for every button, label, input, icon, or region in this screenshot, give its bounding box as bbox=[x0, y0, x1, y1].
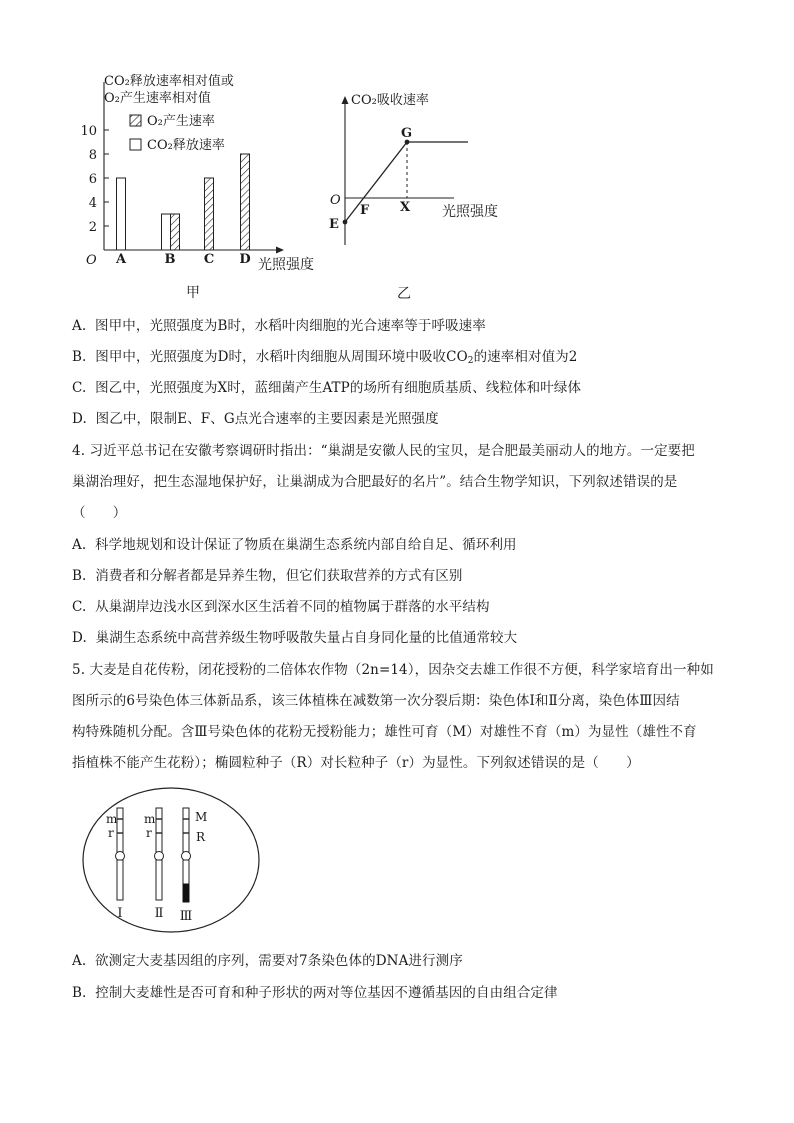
q4-stem-line2: 巢湖治理好，把生态湿地保护好，让巢湖成为合肥最好的名片”。结合生物学知识，下列叙述错误的是 bbox=[72, 474, 678, 490]
chromosome-2 bbox=[144, 808, 164, 921]
q3-option-d bbox=[72, 410, 762, 428]
legend-co2-label: CO₂释放速率 bbox=[147, 138, 225, 153]
option-text: 图乙中，限制E、F、G点光合速率的主要因素是光照强度 bbox=[95, 411, 439, 427]
bar-b-o2 bbox=[171, 214, 180, 250]
option-letter: C. bbox=[72, 380, 87, 396]
bar-a-co2 bbox=[117, 178, 126, 250]
chromatid-lower bbox=[156, 860, 162, 900]
option-text: 图甲中，光照强度为D时，水稻叶肉细胞从周围环境中吸收CO bbox=[95, 349, 468, 365]
bar-c-o2 bbox=[205, 178, 214, 250]
point-g-label: G bbox=[401, 126, 413, 141]
option-text: 从巢湖岸边浅水区到深水区生活着不同的植物属于群落的水平结构 bbox=[95, 599, 490, 615]
point-e-dot bbox=[343, 220, 348, 225]
option-text-end: 的速率相对值为2 bbox=[473, 349, 578, 365]
option-letter: B. bbox=[72, 568, 87, 584]
category-label-a: A bbox=[115, 252, 127, 267]
chromosome-label-2: Ⅱ bbox=[154, 906, 164, 921]
figure-jia bbox=[80, 68, 330, 308]
q4-option-a bbox=[72, 536, 762, 554]
origin-label: O bbox=[86, 253, 97, 268]
figure-yi bbox=[326, 80, 526, 308]
option-letter: D. bbox=[72, 411, 87, 427]
y-axis-title-line1: CO₂释放速率相对值或 bbox=[104, 74, 234, 89]
gene-label-m: m bbox=[144, 812, 156, 826]
q4-stem-line3: （ ） bbox=[72, 505, 127, 521]
figure-yi-label: 乙 bbox=[397, 286, 411, 302]
figure-jia-label: 甲 bbox=[186, 285, 200, 301]
y-tick-label-6: 6 bbox=[88, 172, 97, 187]
special-segment bbox=[183, 884, 189, 902]
q4-option-c bbox=[72, 598, 762, 616]
option-text: 科学地规划和设计保证了物质在巢湖生态系统内部自给自足、循环利用 bbox=[95, 537, 517, 553]
option-text: 图甲中，光照强度为B时，水稻叶肉细胞的光合速率等于呼吸速率 bbox=[95, 318, 486, 334]
bar-d-o2 bbox=[241, 154, 250, 250]
origin-label: O bbox=[330, 193, 341, 208]
subscript: 2 bbox=[467, 356, 474, 366]
q4-option-b bbox=[72, 567, 762, 585]
category-label-d: D bbox=[239, 252, 251, 267]
option-text: 图乙中，光照强度为X时，蓝细菌产生ATP的场所有细胞质基质、线粒体和叶绿体 bbox=[95, 380, 582, 396]
option-text: 欲测定大麦基因组的序列，需要对7条染色体的DNA进行测序 bbox=[95, 953, 463, 969]
gene-label-r: R bbox=[196, 830, 206, 844]
gene-label-r: r bbox=[146, 826, 152, 840]
chromatid bbox=[183, 808, 189, 852]
q5-option-a bbox=[72, 952, 762, 970]
centromere bbox=[182, 852, 191, 861]
chromatid bbox=[117, 808, 123, 852]
y-tick-label-4: 4 bbox=[88, 196, 97, 211]
point-e-label: E bbox=[329, 217, 339, 232]
x-axis-label: 光照强度 bbox=[258, 257, 314, 273]
point-f-label: F bbox=[360, 203, 370, 218]
q3-option-a bbox=[72, 317, 762, 335]
option-letter: A. bbox=[72, 318, 87, 334]
option-text: 控制大麦雄性是否可育和种子形状的两对等位基因不遵循基因的自由组合定律 bbox=[95, 985, 558, 1001]
bar-b-co2 bbox=[162, 214, 171, 250]
point-x-label: X bbox=[400, 200, 411, 215]
category-label-c: C bbox=[203, 252, 215, 267]
y-axis-label: CO₂吸收速率 bbox=[351, 93, 429, 108]
gene-label-m: M bbox=[195, 810, 208, 824]
q5-stem-line2: 图所示的6号染色体三体新品系，该三体植株在减数第一次分裂后期：染色体Ⅰ和Ⅱ分离，染色体Ⅲ因结 bbox=[72, 693, 680, 709]
y-tick-label-8: 8 bbox=[88, 148, 97, 163]
q3-option-b bbox=[72, 348, 762, 370]
q4-option-d bbox=[72, 629, 762, 647]
y-tick-label-2: 2 bbox=[88, 220, 97, 235]
option-text: 消费者和分解者都是异养生物，但它们获取营养的方式有区别 bbox=[95, 568, 463, 584]
figure-circle-border bbox=[83, 788, 259, 932]
q4-stem-line1: 4. 习近平总书记在安徽考察调研时指出：“巢湖是安徽人民的宝贝，是合肥最美丽动人的地方。一定要把 bbox=[72, 443, 695, 459]
gene-label-m: m bbox=[106, 812, 118, 826]
x-axis-label: 光照强度 bbox=[442, 204, 498, 220]
centromere bbox=[116, 852, 125, 861]
gene-label-r: r bbox=[108, 826, 114, 840]
option-letter: B. bbox=[72, 985, 87, 1001]
y-ticks bbox=[80, 124, 109, 235]
category-label-b: B bbox=[164, 252, 176, 267]
y-axis-arrow bbox=[342, 96, 349, 104]
q5-option-b bbox=[72, 984, 762, 1002]
q3-option-c bbox=[72, 379, 762, 397]
option-text: 巢湖生态系统中高营养级生物呼吸散失量占自身同化量的比值通常较大 bbox=[95, 630, 518, 646]
legend-o2-swatch bbox=[130, 115, 141, 126]
option-letter: A. bbox=[72, 953, 87, 969]
chromosome-1 bbox=[106, 808, 125, 921]
option-letter: A. bbox=[72, 537, 87, 553]
y-axis-title-line2: O₂产生速率相对值 bbox=[104, 91, 211, 106]
chromosome-label-3: Ⅲ bbox=[179, 909, 193, 924]
x-axis-arrow bbox=[276, 247, 284, 254]
q5-stem-line4: 指植株不能产生花粉）；椭圆粒种子（R）对长粒种子（r）为显性。下列叙述错误的是（ ） bbox=[72, 755, 640, 771]
option-letter: C. bbox=[72, 599, 87, 615]
q5-stem-line3: 构特殊随机分配。含Ⅲ号染色体的花粉无授粉能力；雄性可育（M）对雄性不育（m）为显性（雄性不育 bbox=[72, 724, 697, 740]
option-letter: D. bbox=[72, 630, 87, 646]
chromatid-lower bbox=[183, 860, 189, 884]
legend-co2-swatch bbox=[130, 139, 141, 150]
option-letter: B. bbox=[72, 349, 87, 365]
legend-o2-label: O₂产生速率 bbox=[147, 114, 215, 129]
curve-rising bbox=[345, 142, 407, 222]
chromosome-label-1: Ⅰ bbox=[117, 906, 123, 921]
chromosome-figure bbox=[78, 786, 264, 936]
centromere bbox=[155, 852, 164, 861]
y-tick-label-10: 10 bbox=[80, 124, 97, 139]
chromatid bbox=[156, 808, 162, 852]
q5-stem-line1: 5. 大麦是自花传粉，闭花授粉的二倍体农作物（2n=14），因杂交去雄工作很不方便，科学家培育出一种如 bbox=[72, 662, 714, 678]
chromosome-3 bbox=[180, 808, 208, 924]
chromatid-lower bbox=[117, 860, 123, 900]
